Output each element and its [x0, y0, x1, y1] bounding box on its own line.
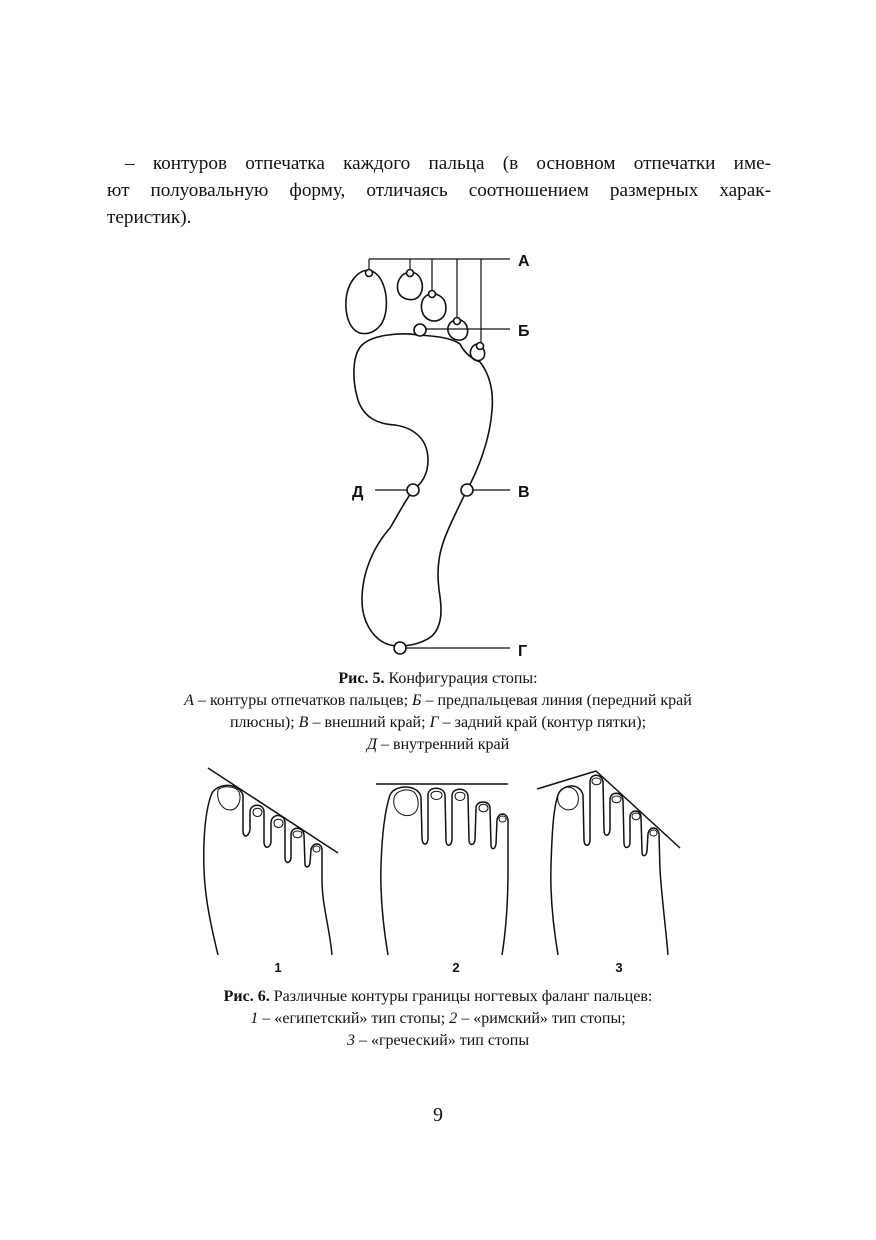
figure-5-caption-line-1: Рис. 5. Конфигурация стопы: — [338, 670, 538, 687]
type-number-3: 3 — [615, 960, 623, 975]
figure-5-caption-line-3: плюсны); В – внешний край; Г – задний край (контур пятки); — [229, 714, 647, 731]
paragraph-line-3: теристик). — [107, 207, 192, 228]
figure-5-label: Рис. 5. — [338, 670, 385, 687]
figure-5-caption — [0, 668, 876, 756]
body-paragraph — [107, 150, 771, 231]
label-a: А — [518, 253, 530, 270]
paragraph-line-1: – контуров отпечатка каждого пальца (в основном отпечатки име- — [125, 153, 771, 174]
figure-5-caption-line-2: А – контуры отпечатков пальцев; Б – предпальцевая линия (передний край — [184, 692, 692, 709]
figure-6-label: Рис. 6. — [223, 988, 270, 1005]
page-number: 9 — [433, 1104, 443, 1126]
figure-5-caption-line-4: Д – внутренний край — [366, 736, 510, 753]
label-b: Б — [518, 323, 530, 340]
figure-6-caption-line-1: Рис. 6. Различные контуры границы ногтевых фаланг пальцев: — [223, 988, 653, 1005]
roman-foot-drawing — [376, 784, 508, 955]
toe-types-figure — [190, 760, 690, 960]
type-number-2: 2 — [452, 960, 460, 975]
figure-6-caption-line-2: 1 – «египетский» тип стопы; 2 – «римский» тип стопы; — [250, 1010, 626, 1027]
label-v: В — [518, 484, 530, 501]
figure-6-caption-line-3: 3 – «греческий» тип стопы — [346, 1032, 530, 1049]
label-g: Г — [518, 643, 528, 660]
foot-configuration-figure — [330, 245, 550, 665]
type-number-1: 1 — [274, 960, 282, 975]
figure-6-caption — [0, 986, 876, 1052]
greek-foot-drawing — [537, 771, 680, 955]
label-d: Д — [352, 484, 364, 501]
paragraph-line-2: ют полуовальную форму, отличаясь соотношением размерных харак- — [107, 180, 771, 201]
big-toe-outline — [346, 270, 387, 334]
egyptian-foot-drawing — [204, 768, 338, 955]
